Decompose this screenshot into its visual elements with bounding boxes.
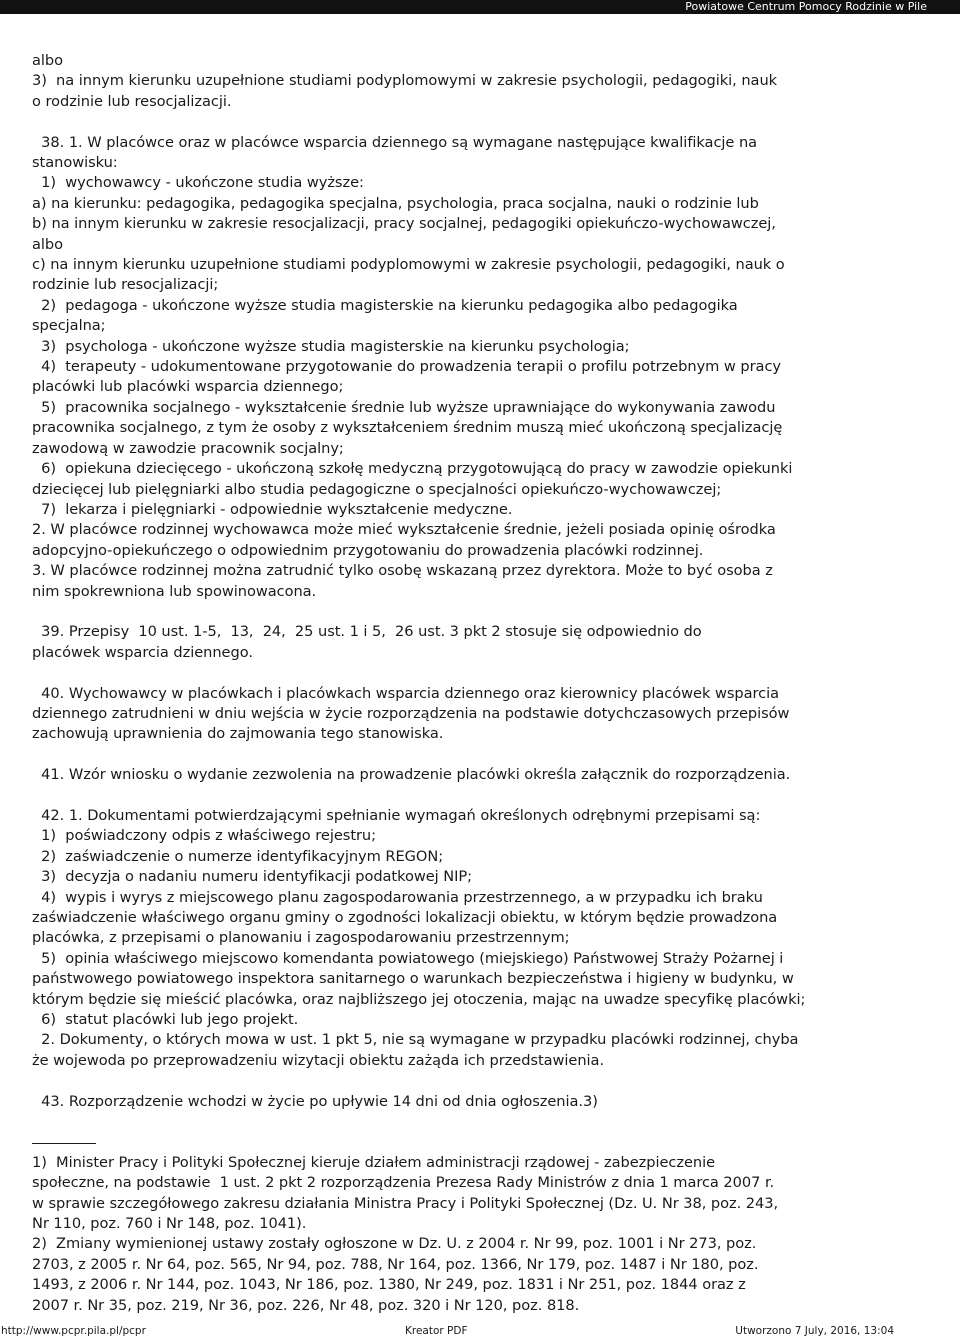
page-footer xyxy=(0,1324,960,1338)
text-line: 1493, z 2006 r. Nr 144, poz. 1043, Nr 186, poz. 1380, Nr 249, poz. 1831 i Nr 251, poz. 1844 oraz z xyxy=(32,1276,746,1294)
blank-line xyxy=(32,1071,944,1091)
text-line: w sprawie szczegółowego zakresu działania Ministra Pracy i Polityki Społecznej (Dz. U. Nr 38, poz. 243, xyxy=(32,1194,779,1212)
text-line: a) na kierunku: pedagogika, pedagogika specjalna, psychologia, praca socjalna, nauki o rodzinie lub xyxy=(32,194,759,212)
text-line: 3) decyzja o nadaniu numeru identyfikacji podatkowej NIP; xyxy=(32,868,473,886)
text-line: adopcyjno-opiekuńczego o odpowiednim przygotowaniu do prowadzenia placówki rodzinnej. xyxy=(32,541,704,559)
text-line: 7) lekarza i pielęgniarki - odpowiednie wykształcenie medyczne. xyxy=(32,500,513,518)
text-line: dziennego zatrudnieni w dniu wejścia w życie rozporządzenia na podstawie dotychczasowych przepisów xyxy=(32,704,790,722)
text-line: 4) wypis i wyrys z miejscowego planu zagospodarowania przestrzennego, a w przypadku ich braku xyxy=(32,888,763,906)
text-line: zawodową w zawodzie pracownik socjalny; xyxy=(32,439,344,457)
blank-line xyxy=(32,112,944,132)
text-line: 2) pedagoga - ukończone wyższe studia magisterskie na kierunku pedagogika albo pedagogika xyxy=(32,296,738,314)
footnote-separator xyxy=(32,1143,96,1144)
text-line: społeczne, na podstawie 1 ust. 2 pkt 2 rozporządzenia Prezesa Rady Ministrów z dnia 1 marca 2007 r. xyxy=(32,1174,775,1192)
blank-line xyxy=(32,1112,944,1132)
text-line: 6) statut placówki lub jego projekt. xyxy=(32,1011,299,1029)
text-line: 1) wychowawcy - ukończone studia wyższe: xyxy=(32,174,364,192)
text-line: Nr 110, poz. 760 i Nr 148, poz. 1041). xyxy=(32,1215,307,1233)
text-line: albo xyxy=(32,52,63,69)
site-name: Powiatowe Centrum Pomocy Rodzinie w Pile xyxy=(685,0,927,13)
text-line: pracownika socjalnego, z tym że osoby z wykształceniem średnim muszą mieć ukończoną specjalizację xyxy=(32,419,783,437)
text-line: placówka, z przepisami o planowaniu i zagospodarowaniu przestrzennym; xyxy=(32,929,570,947)
blank-line xyxy=(32,745,944,765)
text-line: 2. W placówce rodzinnej wychowawca może mieć wykształcenie średnie, jeżeli posiada opinię ośrodka xyxy=(32,521,776,539)
text-line: 1) Minister Pracy i Polityki Społecznej kieruje działem administracji rządowej - zabezpieczenie xyxy=(32,1153,716,1171)
text-line: nim spokrewniona lub spowinowacona. xyxy=(32,582,317,600)
blank-line xyxy=(32,1132,944,1152)
blank-line xyxy=(32,602,944,622)
text-line: 2) zaświadczenie o numerze identyfikacyjnym REGON; xyxy=(32,847,444,865)
text-line: 2. Dokumenty, o których mowa w ust. 1 pkt 5, nie są wymagane w przypadku placówki rodzinnej, chyba xyxy=(32,1031,799,1049)
text-line: specjalna; xyxy=(32,317,106,335)
text-line: stanowisku: xyxy=(32,154,118,172)
text-line: 2007 r. Nr 35, poz. 219, Nr 36, poz. 226, Nr 48, poz. 320 i Nr 120, poz. 818. xyxy=(32,1296,580,1314)
page-header xyxy=(0,0,960,14)
text-line: 3) na innym kierunku uzupełnione studiami podyplomowymi w zakresie psychologii, pedagogiki, nauk xyxy=(32,72,778,90)
text-line: b) na innym kierunku w zakresie resocjalizacji, pracy socjalnej, pedagogiki opiekuńczo-wychowawczej, xyxy=(32,215,776,233)
text-line: 38. 1. W placówce oraz w placówce wsparcia dziennego są wymagane następujące kwalifikacje na xyxy=(32,133,758,151)
text-line: 39. Przepisy 10 ust. 1-5, 13, 24, 25 ust. 1 i 5, 26 ust. 3 pkt 2 stosuje się odpowiednio do xyxy=(32,623,702,641)
text-line: że wojewoda po przeprowadzeniu wizytacji obiektu zażąda ich przedstawienia. xyxy=(32,1051,605,1069)
text-line: o rodzinie lub resocjalizacji. xyxy=(32,92,232,110)
text-line: 42. 1. Dokumentami potwierdzającymi spełnianie wymagań określonych odrębnymi przepisami są: xyxy=(32,806,761,824)
text-line: którym będzie się mieścić placówka, oraz najbliższego jej otoczenia, mając na uwadze specyfikę placówki; xyxy=(32,990,806,1008)
blank-line xyxy=(32,663,944,683)
footer-creator: Kreator PDF xyxy=(405,1325,468,1337)
text-line: 40. Wychowawcy w placówkach i placówkach wsparcia dziennego oraz kierownicy placówek wsparcia xyxy=(32,684,779,702)
text-line: 4) terapeuty - udokumentowane przygotowanie do prowadzenia terapii o profilu potrzebnym w pracy xyxy=(32,358,782,376)
text-line: c) na innym kierunku uzupełnione studiami podyplomowymi w zakresie psychologii, pedagogiki, nauk o xyxy=(32,256,785,274)
text-line: państwowego powiatowego inspektora sanitarnego o warunkach bezpieczeństwa i higieny w budynku, w xyxy=(32,970,794,988)
text-line: 3. W placówce rodzinnej można zatrudnić tylko osobę wskazaną przez dyrektora. Może to być osoba z xyxy=(32,562,773,580)
footer-url[interactable]: http://www.pcpr.pila.pl/pcpr xyxy=(1,1325,146,1337)
text-line: 3) psychologa - ukończone wyższe studia magisterskie na kierunku psychologia; xyxy=(32,337,630,355)
document-body xyxy=(32,51,944,1316)
blank-line xyxy=(32,786,944,806)
text-line: placówek wsparcia dziennego. xyxy=(32,643,253,661)
text-line: zachowują uprawnienia do zajmowania tego stanowiska. xyxy=(32,725,444,743)
text-line: 41. Wzór wniosku o wydanie zezwolenia na prowadzenie placówki określa załącznik do rozporządzenia. xyxy=(32,766,791,784)
text-line: 2) Zmiany wymienionej ustawy zostały ogłoszone w Dz. U. z 2004 r. Nr 99, poz. 1001 i Nr 273, poz. xyxy=(32,1235,757,1253)
text-line: 6) opiekuna dziecięcego - ukończoną szkołę medyczną przygotowującą do pracy w zawodzie opiekunki xyxy=(32,460,793,478)
text-line: zaświadczenie właściwego organu gminy o zgodności lokalizacji obiektu, w którym będzie prowadzona xyxy=(32,908,778,926)
text-line: 2703, z 2005 r. Nr 64, poz. 565, Nr 94, poz. 788, Nr 164, poz. 1366, Nr 179, poz. 1487 i Nr 180, poz. xyxy=(32,1255,759,1273)
text-line: 5) opinia właściwego miejscowo komendanta powiatowego (miejskiego) Państwowej Straży Pożarnej i xyxy=(32,949,784,967)
text-line: dziecięcej lub pielęgniarki albo studia pedagogiczne o specjalności opiekuńczo-wychowawczej; xyxy=(32,480,722,498)
footer-created-date: Utworzono 7 July, 2016, 13:04 xyxy=(735,1325,894,1337)
text-line: 5) pracownika socjalnego - wykształcenie średnie lub wyższe uprawniające do wykonywania zawodu xyxy=(32,398,776,416)
text-line: albo xyxy=(32,235,63,253)
text-line: 1) poświadczony odpis z właściwego rejestru; xyxy=(32,827,377,845)
text-line: placówki lub placówki wsparcia dziennego; xyxy=(32,378,344,396)
text-line: 43. Rozporządzenie wchodzi w życie po upływie 14 dni od dnia ogłoszenia.3) xyxy=(32,1092,598,1110)
text-line: rodzinie lub resocjalizacji; xyxy=(32,276,219,294)
